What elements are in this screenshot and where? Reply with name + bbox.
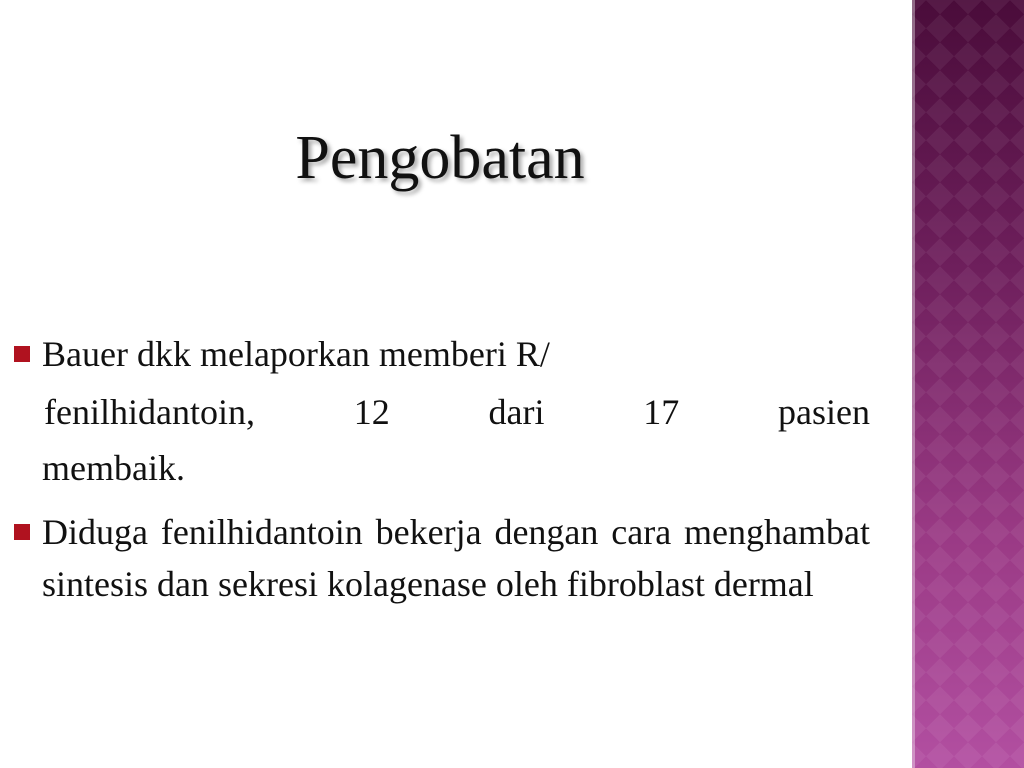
square-bullet-icon <box>14 524 30 540</box>
decorative-side-bar <box>912 0 1024 768</box>
slide-body <box>14 328 870 610</box>
square-bullet-icon <box>14 346 30 362</box>
bullet-text-1: Bauer dkk melaporkan memberi R/ <box>42 334 550 374</box>
bullet-item-1 <box>14 328 870 380</box>
bullet-continuation-line-2: membaik. <box>42 448 185 488</box>
bullet-continuation-line-1: fenilhidantoin, 12 dari 17 pasien <box>44 392 870 432</box>
slide-title: Pengobatan <box>295 124 585 192</box>
bullet-continuation-1 <box>14 384 870 496</box>
bullet-item-2 <box>14 506 870 610</box>
bullet-text-2: Diduga fenilhidantoin bekerja dengan cara menghambat sintesis dan sekresi kolagenase oleh fibroblast dermal <box>42 512 870 604</box>
